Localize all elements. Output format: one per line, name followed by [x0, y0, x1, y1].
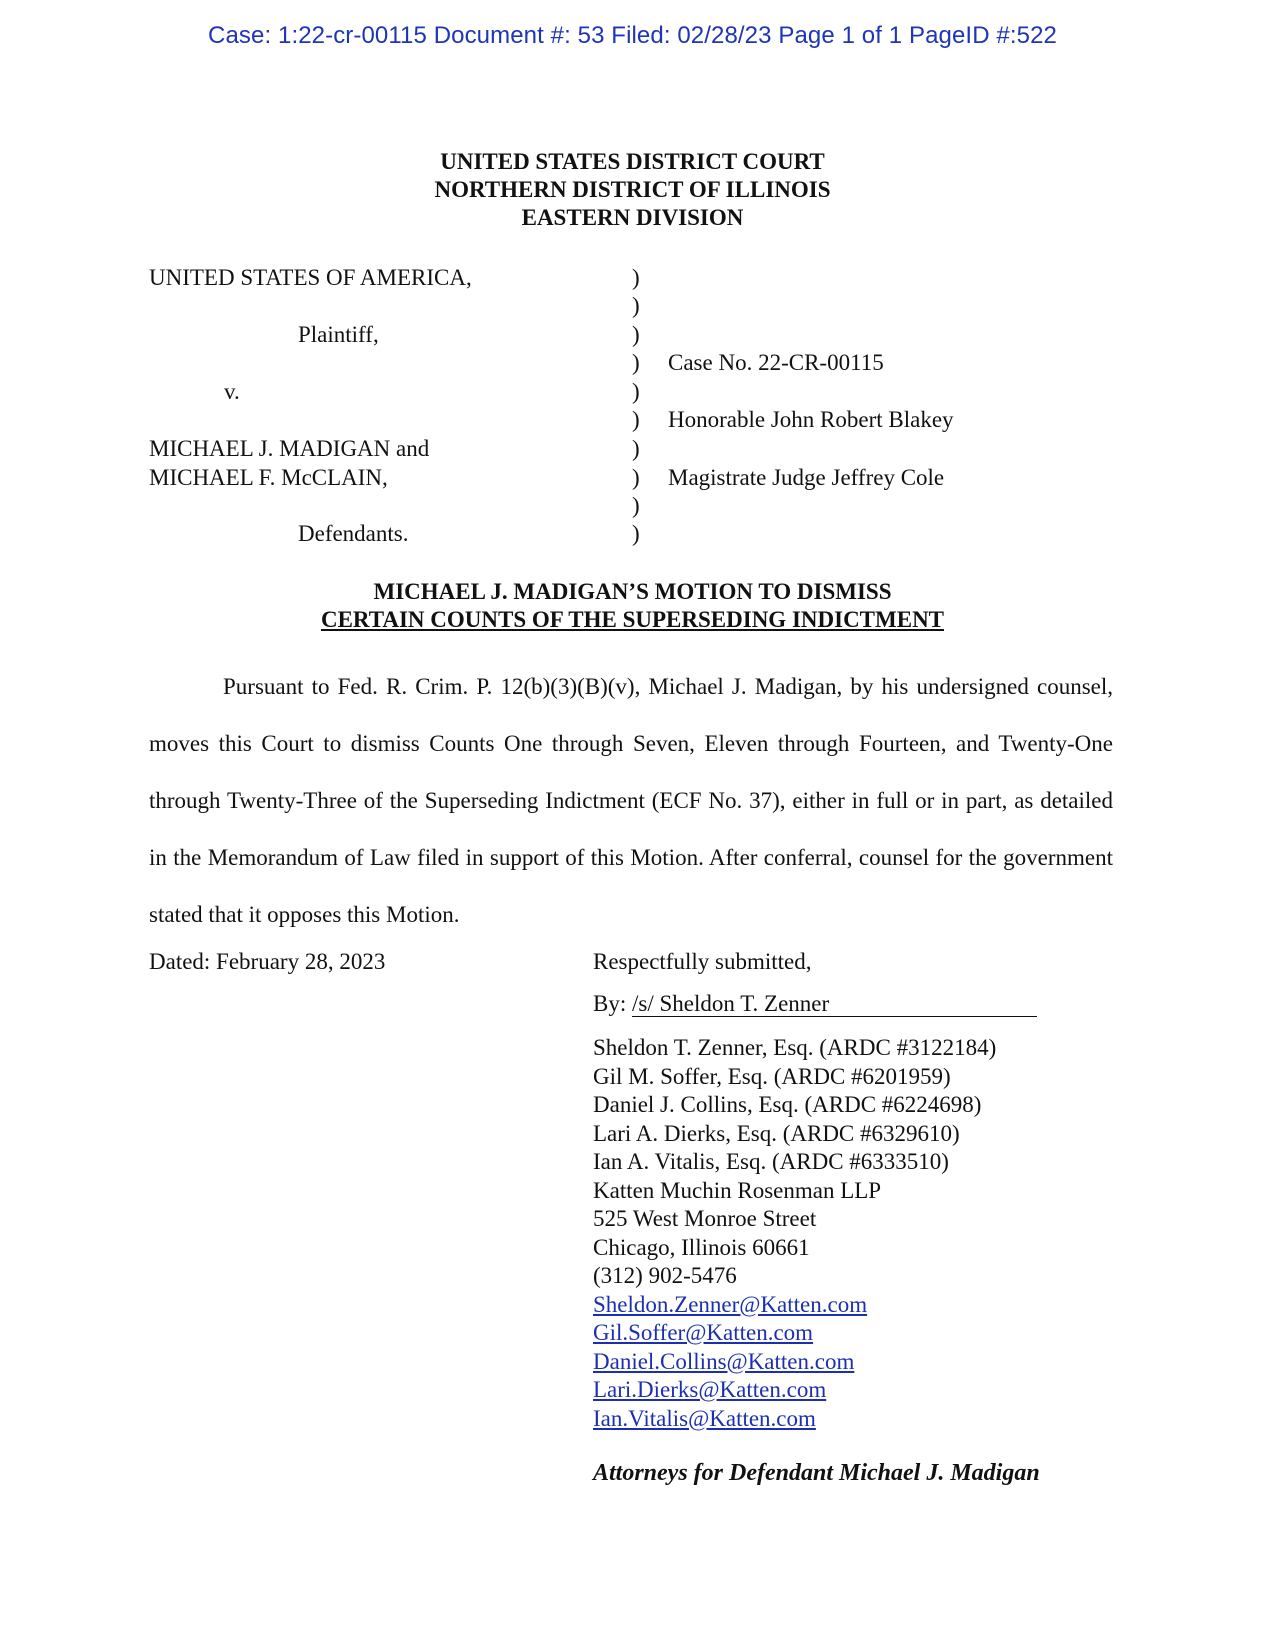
- firm-city: Chicago, Illinois 60661: [593, 1234, 810, 1260]
- versus: v.: [224, 379, 240, 404]
- magistrate-judge-name: Magistrate Judge Jeffrey Cole: [668, 465, 945, 490]
- motion-title-line-2: CERTAIN COUNTS OF THE SUPERSEDING INDICTMENT: [320, 607, 945, 632]
- court-heading: [0, 148, 1265, 232]
- caption-paren: ): [632, 465, 640, 490]
- dated-line: Dated: February 28, 2023: [149, 949, 386, 974]
- law-firm-name: Katten Muchin Rosenman LLP: [593, 1177, 882, 1203]
- attorney-line: Sheldon T. Zenner, Esq. (ARDC #3122184): [593, 1035, 997, 1060]
- caption-paren: ): [632, 436, 640, 461]
- electronic-signature: /s/ Sheldon T. Zenner: [632, 992, 1037, 1017]
- motion-title-line-1: MICHAEL J. MADIGAN’S MOTION TO DISMISS: [373, 579, 892, 604]
- signature-block: [593, 1034, 996, 1433]
- firm-phone: (312) 902-5476: [593, 1263, 737, 1288]
- email-link[interactable]: Ian.Vitalis@Katten.com: [593, 1405, 816, 1431]
- email-link[interactable]: Daniel.Collins@Katten.com: [593, 1348, 855, 1374]
- caption-paren: ): [632, 293, 640, 318]
- signature-by-label: By:: [593, 991, 627, 1016]
- closing-line: Respectfully submitted,: [593, 949, 812, 974]
- motion-body-paragraph: Pursuant to Fed. R. Crim. P. 12(b)(3)(B)(v), Michael J. Madigan, by his undersigned counsel, moves this Court to dismiss Counts One through Seven, Eleven through Fourteen, and Twenty-One through Twenty-Three of the Superseding Indictment (ECF No. 37), either in full or in part, as detailed in the Memorandum of Law filed in support of this Motion. After conferral, counsel for the government stated that it opposes this Motion.: [149, 674, 1113, 927]
- attorney-line: Daniel J. Collins, Esq. (ARDC #6224698): [593, 1092, 982, 1117]
- judge-name: Honorable John Robert Blakey: [668, 407, 954, 432]
- court-division: EASTERN DIVISION: [521, 205, 744, 230]
- email-link[interactable]: Gil.Soffer@Katten.com: [593, 1320, 814, 1345]
- plaintiff-role: Plaintiff,: [298, 322, 379, 347]
- attorney-line: Ian A. Vitalis, Esq. (ARDC #6333510): [593, 1149, 949, 1174]
- attorney-line: Gil M. Soffer, Esq. (ARDC #6201959): [593, 1063, 951, 1089]
- case-number: Case No. 22-CR-00115: [668, 350, 884, 375]
- defendant-name-1: MICHAEL J. MADIGAN and: [149, 436, 430, 461]
- caption-paren: ): [632, 493, 640, 518]
- defendant-role: Defendants.: [298, 521, 409, 546]
- filing-header-stamp: Case: 1:22-cr-00115 Document #: 53 Filed: 02/28/23 Page 1 of 1 PageID #:522: [208, 22, 1057, 49]
- email-link[interactable]: Sheldon.Zenner@Katten.com: [593, 1291, 868, 1317]
- signature-line: [593, 990, 1037, 1018]
- caption-paren: ): [632, 350, 640, 375]
- caption-paren: ): [632, 322, 640, 347]
- email-link[interactable]: Lari.Dierks@Katten.com: [593, 1377, 827, 1402]
- plaintiff-name: UNITED STATES OF AMERICA,: [149, 265, 472, 290]
- firm-street: 525 West Monroe Street: [593, 1206, 817, 1231]
- attorney-line: Lari A. Dierks, Esq. (ARDC #6329610): [593, 1120, 960, 1146]
- court-district: NORTHERN DISTRICT OF ILLINOIS: [434, 177, 831, 202]
- caption-paren: ): [632, 521, 640, 546]
- caption-paren: ): [632, 407, 640, 432]
- caption-paren: ): [632, 265, 640, 290]
- motion-title: [0, 578, 1265, 634]
- caption-paren: ): [632, 379, 640, 404]
- defendant-name-2: MICHAEL F. McCLAIN,: [149, 465, 388, 490]
- attorneys-for-defendant: Attorneys for Defendant Michael J. Madigan: [593, 1460, 1040, 1486]
- court-name: UNITED STATES DISTRICT COURT: [440, 149, 825, 174]
